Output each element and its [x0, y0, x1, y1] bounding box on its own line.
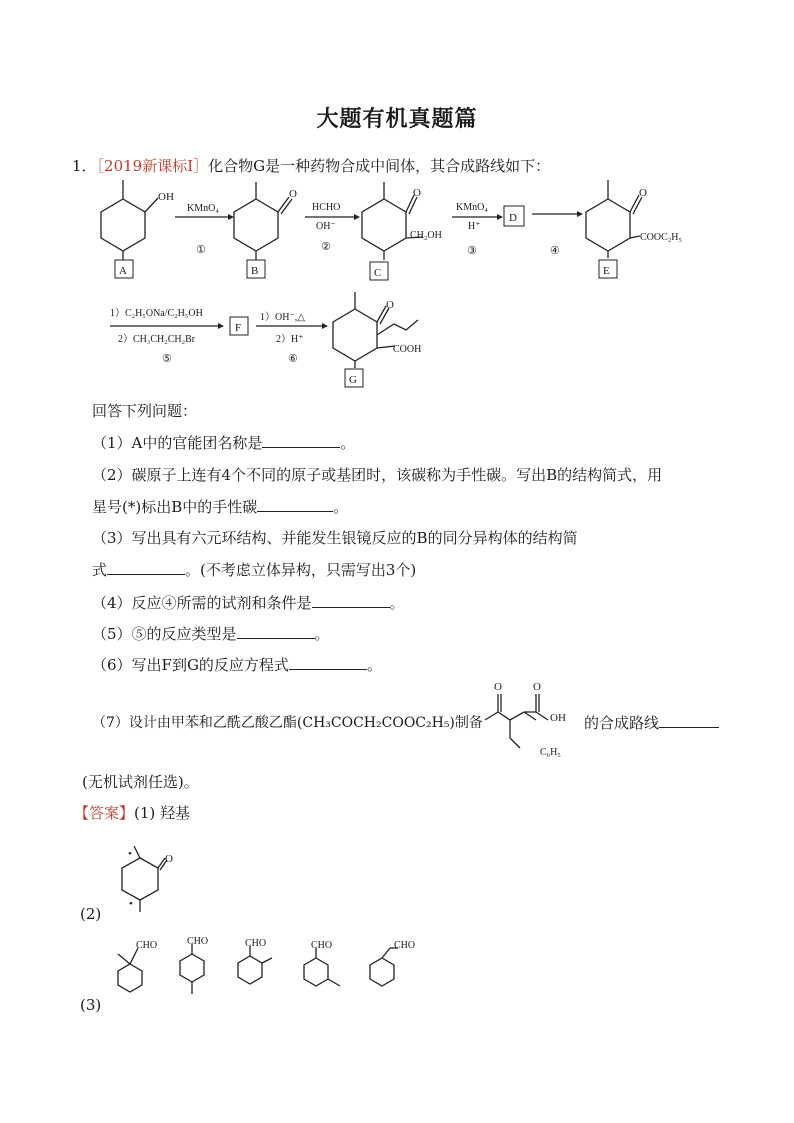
- compound-c-structure: [362, 182, 442, 260]
- synthesis-scheme: [0, 170, 794, 395]
- group-o: O: [639, 187, 647, 199]
- reagent-1-top: KMnO₄: [187, 203, 219, 214]
- compound-label-e: E: [603, 265, 610, 277]
- answer-blank-1[interactable]: [262, 433, 340, 448]
- compound-b-structure: [234, 182, 297, 260]
- question-number: 1．: [72, 157, 97, 175]
- compound-a-structure: [101, 180, 174, 260]
- answer-2-number: (2): [80, 905, 102, 923]
- isomer-1: [118, 940, 157, 992]
- sub-question-5: （5）⑤的反应类型是 。: [92, 625, 330, 643]
- cho-label: CHO: [311, 940, 333, 951]
- step-6-number: ⑥: [288, 353, 298, 365]
- isomer-4: [304, 940, 340, 986]
- reagent-3-top: KMnO₄: [456, 202, 488, 213]
- reagent-3-bottom: H⁺: [468, 221, 481, 232]
- answer-2-o: O: [165, 853, 173, 865]
- answer-head: 【答案】: [74, 804, 135, 822]
- group-o: O: [413, 187, 421, 199]
- reagent-6-top: 1）OH⁻,△: [260, 312, 305, 323]
- isomer-3: [238, 938, 272, 984]
- sub-question-2-line-1: （2）碳原子上连有4个不同的原子或基团时，该碳称为手性碳。写出B的结构简式，用: [92, 466, 663, 484]
- group-cooc2h5: COOC₂H₅: [640, 232, 682, 243]
- sub-question-7-part-c: (无机试剂任选)。: [82, 773, 199, 791]
- question-stem-text: 化合物G是一种药物合成中间体，其合成路线如下：: [208, 157, 551, 175]
- step-1-number: ①: [196, 244, 206, 256]
- sub-question-1: （1）A中的官能团名称是 。: [92, 434, 356, 452]
- sub-question-3-line-2: 式 。(不考虑立体异构，只需写出3个): [92, 561, 417, 579]
- reagent-2-top: HCHO: [312, 202, 341, 213]
- step-4-number: ④: [550, 245, 560, 257]
- cho-label: CHO: [394, 940, 416, 951]
- step-5-number: ⑤: [162, 353, 172, 365]
- group-oh: OH: [158, 191, 174, 203]
- sub-question-6: （6）写出F到G的反应方程式 。: [92, 656, 382, 674]
- answer-3-number: (3): [80, 996, 102, 1014]
- compound-label-a: A: [119, 265, 127, 277]
- group-o: O: [386, 299, 394, 311]
- answer-blank-2[interactable]: [257, 497, 333, 512]
- compound-label-g: G: [349, 374, 357, 386]
- target-c6h5: C₆H₅: [540, 747, 561, 758]
- sub-question-7-part-b: 的合成路线: [584, 712, 719, 733]
- question-source: ［2019新课标Ⅰ］: [96, 157, 209, 175]
- reagent-5-top: 1）C₂H₅ONa/C₂H₅OH: [110, 308, 203, 319]
- compound-label-f: F: [235, 322, 242, 334]
- target-oh: OH: [550, 712, 566, 724]
- sub-question-3-line-1: （3）写出具有六元环结构、并能发生银镜反应的B的同分异构体的结构简: [92, 529, 578, 547]
- cho-label: CHO: [187, 936, 209, 947]
- answer-blank-3[interactable]: [107, 560, 185, 575]
- isomer-2: [180, 936, 208, 994]
- group-o: O: [289, 188, 297, 200]
- compound-e-structure: [586, 180, 682, 258]
- target-o1: O: [494, 681, 502, 693]
- answer-line-1: [74, 802, 190, 823]
- answer-blank-5[interactable]: [237, 624, 315, 639]
- reagent-2-bottom: OH⁻: [316, 221, 336, 232]
- compound-g-structure: [333, 292, 421, 368]
- answer-blank-6[interactable]: [289, 655, 367, 670]
- isomer-5: [370, 940, 415, 986]
- step-3-number: ③: [467, 245, 477, 257]
- answer-3-structures: [100, 934, 430, 1004]
- answer-blank-7[interactable]: [659, 713, 719, 728]
- compound-label-c: C: [374, 267, 382, 279]
- target-o2: O: [533, 681, 541, 693]
- answer-1: (1) 羟基: [134, 804, 191, 822]
- cho-label: CHO: [136, 940, 158, 951]
- compound-label-b: B: [251, 265, 259, 277]
- compound-label-d: D: [509, 212, 517, 224]
- chiral-star-1: •: [128, 848, 132, 860]
- page-title: 大题有机真题篇: [316, 107, 478, 132]
- group-cooh: COOH: [393, 344, 422, 355]
- step-2-number: ②: [321, 241, 331, 253]
- reagent-5-bottom: 2）CH₃CH₂CH₂Br: [118, 334, 196, 345]
- answer-blank-4[interactable]: [312, 593, 390, 608]
- sub-question-7-part-a: （7）设计由甲苯和乙酰乙酸乙酯(CH₃COCH₂COOC₂H₅)制备: [92, 715, 483, 731]
- prompt: 回答下列问题：: [92, 402, 198, 420]
- sub-question-2-line-2: 星号(*)标出B中的手性碳 。: [92, 498, 349, 516]
- reagent-6-bottom: 2）H⁺: [276, 334, 304, 345]
- answer-2-structure: [110, 840, 200, 920]
- cho-label: CHO: [245, 938, 267, 949]
- sub-question-4: （4）反应④所需的试剂和条件是 。: [92, 594, 405, 612]
- chiral-star-2: •: [129, 898, 133, 910]
- target-structure: [480, 676, 580, 758]
- group-ch2oh: CH₂OH: [410, 230, 442, 241]
